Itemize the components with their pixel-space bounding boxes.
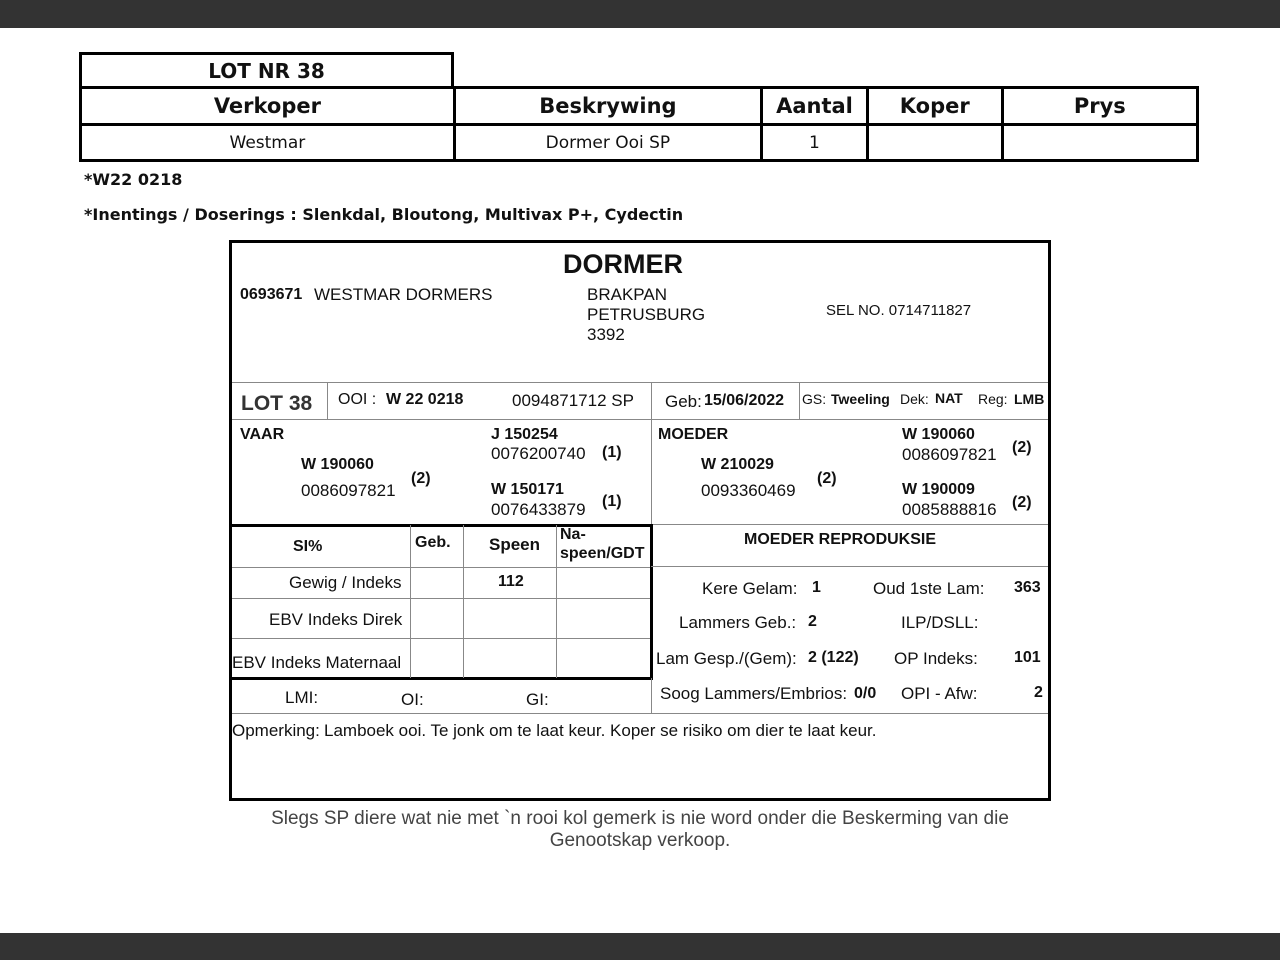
footer-note: Slegs SP diere wat nie met `n rooi kol gemerk is nie word onder die Beskerming van die Genootskap verkoop.	[271, 808, 1009, 852]
breeder-number: 0693671	[240, 286, 303, 303]
lot-table-row	[81, 125, 1198, 161]
vaar-id: W 190060	[301, 456, 374, 473]
moeder-dam-reg: 0085888816	[902, 500, 997, 519]
lot-title: LOT NR 38	[79, 52, 454, 89]
dek-value: NAT	[935, 390, 963, 406]
geb-label: Geb:	[665, 392, 702, 411]
cell-beskrywing: Dormer Ooi SP	[454, 125, 761, 161]
lot-table	[79, 86, 1199, 162]
oud-lam-value: 363	[1014, 579, 1041, 596]
moeder-dam-id: W 190009	[902, 481, 975, 498]
si-row-gewig-speen: 112	[498, 573, 524, 590]
moeder-dam-grade: (2)	[1012, 494, 1032, 511]
header-verkoper: Verkoper	[81, 88, 455, 125]
op-indeks-label: OP Indeks:	[894, 649, 978, 668]
reg-label: Reg:	[978, 391, 1008, 407]
gi-label: GI:	[526, 690, 549, 709]
bottom-bar	[0, 933, 1280, 960]
moeder-sire-id: W 190060	[902, 426, 975, 443]
address-line-2: PETRUSBURG	[587, 305, 706, 324]
vaar-reg: 0086097821	[301, 481, 396, 500]
header-beskrywing: Beskrywing	[454, 88, 761, 125]
opmerking-label: Opmerking:	[232, 721, 320, 740]
ooi-label: OOI :	[338, 391, 377, 408]
address-line-3: 3392	[587, 325, 625, 344]
si-header: SI%	[293, 538, 323, 555]
id-note: *W22 0218	[84, 170, 183, 189]
kere-gelam-value: 1	[812, 579, 821, 596]
breed-title: DORMER	[563, 249, 683, 279]
moeder-grade: (2)	[817, 470, 837, 487]
dek-label: Dek:	[900, 391, 929, 407]
header-aantal: Aantal	[762, 88, 868, 125]
naspeen-header: Na- speen/GDT	[560, 526, 645, 563]
vaar-sire-grade: (1)	[602, 444, 622, 461]
lot-table-header	[81, 88, 1198, 125]
moeder-sire-reg: 0086097821	[902, 445, 997, 464]
vaar-grade: (2)	[411, 470, 431, 487]
si-row-maternaal-label: EBV Indeks Maternaal	[232, 653, 402, 672]
gs-label: GS:	[802, 391, 827, 407]
moeder-sire-grade: (2)	[1012, 439, 1032, 456]
reg-value: LMB	[1014, 391, 1045, 407]
cell-aantal: 1	[762, 125, 868, 161]
sel-number: SEL NO. 0714711827	[826, 302, 972, 319]
vaar-sire-id: J 150254	[491, 426, 558, 443]
vaar-dam-grade: (1)	[602, 493, 622, 510]
reproduksie-title: MOEDER REPRODUKSIE	[744, 531, 937, 548]
breeder-name: WESTMAR DORMERS	[314, 285, 493, 304]
soog-label: Soog Lammers/Embrios:	[660, 684, 848, 703]
opi-label: OPI - Afw:	[901, 684, 978, 703]
ilp-label: ILP/DSLL:	[901, 613, 979, 632]
speen-header: Speen	[489, 535, 541, 554]
moeder-id: W 210029	[701, 456, 774, 473]
certificate-card	[229, 240, 1051, 801]
gs-value: Tweeling	[831, 391, 890, 407]
si-row-gewig-label: Gewig / Indeks	[289, 573, 402, 592]
ooi-reg: 0094871712 SP	[512, 391, 634, 410]
oi-label: OI:	[401, 690, 424, 709]
kere-gelam-label: Kere Gelam:	[702, 579, 798, 598]
vaar-dam-id: W 150171	[491, 481, 564, 498]
address-line-1: BRAKPAN	[587, 285, 667, 304]
header-koper: Koper	[867, 88, 1002, 125]
soog-value: 0/0	[854, 685, 877, 702]
cell-verkoper: Westmar	[81, 125, 455, 161]
si-row-direk-label: EBV Indeks Direk	[269, 610, 403, 629]
cell-koper	[867, 125, 1002, 161]
lmi-label: LMI:	[285, 688, 319, 707]
geb-header: Geb.	[415, 534, 451, 551]
lammers-geb-value: 2	[808, 613, 817, 630]
geb-date: 15/06/2022	[704, 392, 785, 409]
ooi-id: W 22 0218	[386, 391, 464, 408]
vaar-label: VAAR	[240, 426, 285, 443]
moeder-label: MOEDER	[658, 426, 729, 443]
header-prys: Prys	[1002, 88, 1197, 125]
opi-value: 2	[1034, 684, 1043, 701]
lam-gesp-label: Lam Gesp./(Gem):	[656, 649, 797, 668]
moeder-reg: 0093360469	[701, 481, 796, 500]
op-indeks-value: 101	[1014, 649, 1041, 666]
vaar-sire-reg: 0076200740	[491, 444, 586, 463]
treatments-note: *Inentings / Doserings : Slenkdal, Bloutong, Multivax P+, Cydectin	[84, 205, 684, 224]
vaar-dam-reg: 0076433879	[491, 500, 586, 519]
top-bar	[0, 0, 1280, 28]
lam-gesp-value: 2 (122)	[808, 649, 859, 666]
oud-lam-label: Oud 1ste Lam:	[873, 579, 985, 598]
card-lot: LOT 38	[241, 392, 313, 415]
lammers-geb-label: Lammers Geb.:	[679, 613, 797, 632]
cell-prys	[1002, 125, 1197, 161]
opmerking-text: Lamboek ooi. Te jonk om te laat keur. Koper se risiko om dier te laat keur.	[324, 721, 877, 740]
